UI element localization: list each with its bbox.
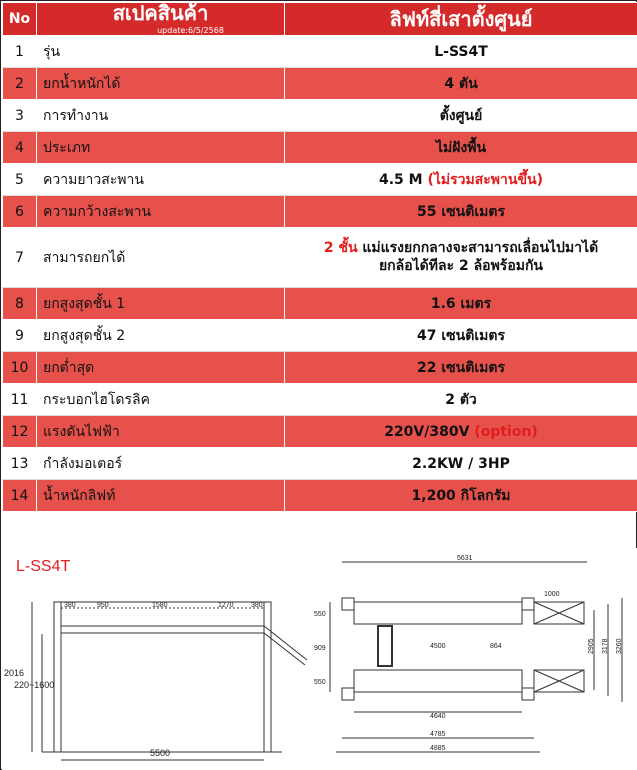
row-no: 12: [3, 416, 37, 448]
row-no: 1: [3, 36, 37, 68]
table-row: [3, 448, 637, 480]
table-row: [3, 384, 637, 416]
row-value: [285, 416, 637, 448]
row-no: 3: [3, 100, 37, 132]
header-update-date: update:6/5/2568: [157, 26, 224, 35]
top-h-2: 3178: [602, 638, 609, 654]
table-row: [3, 68, 637, 100]
row-label: ยกสูงสุดชั้น 1: [37, 288, 285, 320]
row-no: 4: [3, 132, 37, 164]
row-label: รุ่น: [37, 36, 285, 68]
table-row: [3, 132, 637, 164]
top-h-1: 2905: [588, 638, 595, 654]
row-value: [285, 228, 637, 288]
row-value: 1,200 กิโลกรัม: [285, 480, 637, 512]
row-value: 1.6 เมตร: [285, 288, 637, 320]
row-label: กำลังมอเตอร์: [37, 448, 285, 480]
table-row: [3, 352, 637, 384]
table-row: [3, 228, 637, 288]
table-row: [3, 320, 637, 352]
row-label: น้ำหนักลิฟท์: [37, 480, 285, 512]
row-no: 5: [3, 164, 37, 196]
row-value: 2 ตัว: [285, 384, 637, 416]
row-label: ความยาวสะพาน: [37, 164, 285, 196]
drawing-model-label: L-SS4T: [16, 558, 71, 575]
spec-table: [2, 2, 637, 512]
side-seg-5: 380: [251, 602, 263, 609]
row-value-line2: ยกล้อได้ทีละ 2 ล้อพร้อมกัน: [378, 257, 544, 274]
top-center-gap: 864: [490, 643, 502, 650]
row-label: การทำงาน: [37, 100, 285, 132]
top-view-drawing: [312, 550, 637, 768]
row-value: 55 เซนติเมตร: [285, 196, 637, 228]
side-seg-3: 1580: [152, 602, 168, 609]
side-seg-1: 380: [64, 602, 76, 609]
row-value-line1: แม่แรงยกกลางจะสามารถเลื่อนไปมาได้: [362, 240, 599, 257]
row-value-text: 220V/380V: [384, 423, 470, 440]
table-row: [3, 164, 637, 196]
row-value-prefix: 2 ชั้น: [323, 240, 358, 257]
top-len-1: 4785: [430, 731, 446, 738]
header-product-title: ลิฟท์สี่เสาตั้งศูนย์: [285, 3, 637, 36]
table-row: [3, 100, 637, 132]
top-ramp: 1000: [544, 591, 560, 598]
side-length: 5500: [150, 748, 171, 758]
header-no: No: [3, 3, 37, 36]
row-label: สามารถยกได้: [37, 228, 285, 288]
top-overall-top: 5631: [457, 555, 473, 562]
row-value-text: 4.5 M: [378, 171, 423, 188]
side-seg-4: 1270: [218, 602, 234, 609]
row-label: ยกสูงสุดชั้น 2: [37, 320, 285, 352]
row-no: 9: [3, 320, 37, 352]
row-label: ยกน้ำหนักได้: [37, 68, 285, 100]
row-no: 14: [3, 480, 37, 512]
row-label: ความกว้างสะพาน: [37, 196, 285, 228]
row-value: 2.2KW / 3HP: [285, 448, 637, 480]
row-value: 47 เซนติเมตร: [285, 320, 637, 352]
row-label: แรงดันไฟฟ้า: [37, 416, 285, 448]
top-h-3: 3260: [616, 638, 623, 654]
row-no: 7: [3, 228, 37, 288]
row-no: 6: [3, 196, 37, 228]
row-value: 22 เซนติเมตร: [285, 352, 637, 384]
row-value: ไม่ฝังพื้น: [285, 132, 637, 164]
side-height-range: 220~1600: [14, 680, 55, 690]
side-seg-2: 950: [97, 602, 109, 609]
table-row: [3, 196, 637, 228]
technical-drawings: [2, 548, 637, 770]
side-height-total: 2016: [4, 668, 25, 678]
row-no: 13: [3, 448, 37, 480]
table-row: [3, 288, 637, 320]
row-value-note: (ไม่รวมสะพานขึ้น): [427, 171, 544, 188]
row-label: ยกต่ำสุด: [37, 352, 285, 384]
table-header-row: [3, 3, 637, 36]
table-row: [3, 36, 637, 68]
row-value: [285, 164, 637, 196]
row-value: ตั้งศูนย์: [285, 100, 637, 132]
row-label: ประเภท: [37, 132, 285, 164]
header-spec-title-text: สเปคสินค้า: [112, 1, 209, 25]
top-platform: 4500: [430, 643, 446, 650]
row-no: 8: [3, 288, 37, 320]
top-inner-len: 4640: [430, 713, 446, 720]
top-width-b: 909: [314, 645, 326, 652]
row-value: L-SS4T: [285, 36, 637, 68]
row-label: กระบอกไฮโดรลิค: [37, 384, 285, 416]
top-width-c: 550: [314, 679, 326, 686]
table-row: [3, 480, 637, 512]
row-value-note: (option): [474, 423, 538, 440]
top-len-2: 4885: [430, 745, 446, 752]
row-no: 2: [3, 68, 37, 100]
header-spec-title: [37, 3, 285, 36]
row-no: 11: [3, 384, 37, 416]
row-no: 10: [3, 352, 37, 384]
side-view-drawing: [2, 588, 312, 768]
row-value: 4 ตัน: [285, 68, 637, 100]
top-width-a: 550: [314, 611, 326, 618]
table-row: [3, 416, 637, 448]
